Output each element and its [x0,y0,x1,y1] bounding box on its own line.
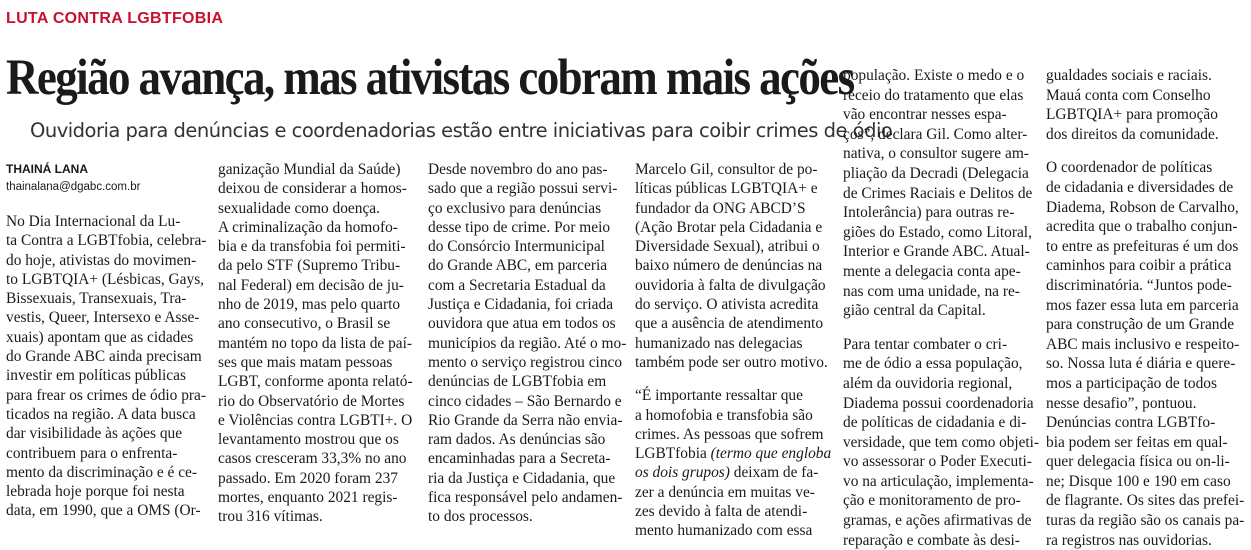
text-fragment: deixam de fa- [729,464,819,482]
paragraph [1046,413,1244,550]
paragraph [635,160,835,372]
text-line: para frear os crimes de ódio pra- [6,386,206,404]
text-line: receio do tratamento que elas [843,86,1024,104]
text-line: baixo número de denúncias na [635,257,823,275]
text-line: sado que a região possui servi- [428,180,618,198]
text-line: do Consórcio Intermunicipal [428,238,605,256]
text-line: discriminatória. “Juntos pode- [1046,276,1232,294]
headline: Região avança, mas ativistas cobram mais ações [6,49,854,106]
text-line: nas com uma unidade, na re- [843,282,1020,300]
text-line: to entre as prefeituras é um dos [1046,237,1239,255]
text-line: mos a participação de todos [1046,374,1217,392]
paragraph [218,160,418,218]
text-line: giões do Estado, como Litoral, [843,223,1032,241]
text-line: ria da Justiça e Cidadania, que [428,469,616,487]
text-line: vão encontrar nesses espa- [843,106,1007,124]
text-line: to dos processos. [428,508,533,526]
text-line: investir em políticas públicas [6,367,186,385]
text-line: vestis, Queer, Intersexo e Asse- [6,309,200,327]
text-line: ços”, declara Gil. Como alter- [843,125,1028,143]
text-line: reparação e combate às desi- [843,531,1020,549]
text-line: mento o serviço registrou cinco [428,353,623,371]
text-line: rio do Observatório de Mortes [218,392,405,410]
article-column-4 [635,160,835,541]
text-line: gramas, e ações afirmativas de [843,512,1032,530]
text-line: da pelo STF (Supremo Tribu- [218,257,401,275]
text-line: acredita que o trabalho conjun- [1046,218,1238,236]
text-line: Diadema possui coordenadoria [843,394,1034,412]
text-line: nal Federal) em decisão de ju- [218,276,404,294]
text-line: versidade, que tem como objeti- [843,433,1039,451]
text-line: trou 316 vítimas. [218,508,323,526]
article-column-3 [428,160,628,527]
text-line: além da ouvidoria regional, [843,374,1013,392]
paragraph [635,386,835,540]
text-line: Diversidade Sexual), atribui o [635,238,820,256]
text-line: data, em 1990, que a OMS (Or- [6,502,201,520]
text-line: ta Contra a LGBTfobia, celebra- [6,232,207,250]
text-line: de políticas de cidadania e di- [843,414,1027,432]
text-line: ne; Disque 100 e 190 em caso [1046,472,1231,490]
text-line: dar visibilidade às ações que [6,425,183,443]
text-line: crimes. As pessoas que sofrem [635,425,824,443]
text-line: municípios da região. Até o mo- [428,334,627,352]
text-line: turas da região são os canais pa- [1046,512,1245,530]
text-line: O coordenador de políticas [1046,159,1213,177]
text-line: Denúncias contra LGBTfo- [1046,414,1216,432]
text-line: de cidadania e diversidades de [1046,178,1234,196]
text-line: mortes, enquanto 2021 regis- [218,489,398,507]
text-line: nho de 2019, mas pelo quarto [218,296,401,314]
text-line: fundador da ONG ABCD’S [635,199,806,217]
text-line: zer a denúncia em muitas ve- [635,483,815,501]
text-line: deixou de considerar a homos- [218,180,407,198]
text-line: cinco cidades – São Bernardo e [428,392,622,410]
text-line: de Crimes Raciais e Delitos de [843,184,1033,202]
text-line: levantamento mostrou que os [218,431,399,449]
text-line: xuais) apontam que as cidades [6,328,194,346]
text-line: ço exclusivo para denúncias [428,199,602,217]
text-line: contribuem para o enfrenta- [6,444,178,462]
paragraph [218,218,418,527]
paragraph-gap [1046,144,1244,158]
text-line: “É importante ressaltar que [635,387,803,405]
text-line: nativa, o consultor sugere am- [843,145,1029,163]
text-line: ouvidoria à falta de divulgação [635,276,826,294]
text-line: ouvidora que atua em todos os [428,315,616,333]
text-line: ganização Mundial da Saúde) [218,161,401,178]
text-line: Desde novembro do ano pas- [428,161,608,178]
text-line: pliação da Decradi (Delegacia [843,164,1029,182]
text-line [635,463,835,482]
text-line: de flagrante. Os sites das prefei- [1046,492,1245,510]
text-line: fica responsável pelo andamen- [428,489,623,507]
text-line: vo assessorar o Poder Executi- [843,453,1032,471]
text-line: do hoje, ativistas do movimen- [6,251,197,269]
section-kicker: LUTA CONTRA LGBTFOBIA [6,10,224,27]
author-name: THAINÁ LANA [6,162,88,176]
text-line: do serviço. O ativista acredita [635,296,819,314]
article-column-2 [218,160,418,527]
text-line: gualdades sociais e raciais. [1046,67,1212,84]
quote-lines [635,386,835,444]
paragraph [843,335,1039,550]
text-line: do Grande ABC ainda precisam [6,348,202,366]
text-line: desse tipo de crime. Por meio [428,218,611,236]
text-line: me de ódio a essa população, [843,355,1023,373]
paragraph-gap [635,372,835,386]
text-line: mente a delegacia conta ape- [843,262,1021,280]
text-line: mantém no topo da lista de paí- [218,334,413,352]
text-line: so. Nossa luta é diária e quere- [1046,355,1236,373]
text-line: LGBTQIA+ para promoção [1046,106,1218,124]
text-line: líticas públicas LGBTQIA+ e [635,180,818,198]
text-line: Bissexuais, Transexuais, Tra- [6,290,187,308]
text-line: Para tentar combater o cri- [843,335,1008,353]
text-line: passado. Em 2020 foram 237 [218,469,398,487]
text-line: Justiça e Cidadania, foi criada [428,296,614,314]
text-line: A criminalização da homofo- [218,218,398,236]
text-line: ABC mais inclusivo e respeito- [1046,335,1240,353]
text-line: também pode ser outro motivo. [635,353,828,371]
article-column-6 [1046,66,1244,550]
text-line: mento humanizado com essa [635,522,813,540]
text-line: humanizado nas delegacias [635,334,803,352]
text-line: lebrada hoje porque foi nesta [6,483,185,501]
text-line: ano consecutivo, o Brasil se [218,315,391,333]
subheadline: Ouvidoria para denúncias e coordenadorias estão entre iniciativas para coibir crimes de ódio [30,119,893,142]
text-line: mento da discriminação e é ce- [6,463,198,481]
text-line: ticados na região. A data busca [6,405,196,423]
text-fragment: LGBTfobia [635,445,711,463]
italic-aside: os dois grupos) [635,464,730,482]
text-line: ra registros nas ouvidorias. [1046,531,1212,549]
text-line: população. Existe o medo e o [843,67,1025,84]
text-line: bia e da transfobia foi permiti- [218,238,406,256]
text-line: mos fazer essa luta em parceria [1046,296,1239,314]
text-line: ção e monitoramento de pro- [843,492,1021,510]
paragraph [1046,158,1244,413]
text-line: (Ação Brotar pela Cidadania e [635,218,823,236]
text-line: ram dados. As denúncias são [428,431,606,449]
text-line: quer delegacia física ou on-li- [1046,453,1230,471]
text-line: vo na articulação, implementa- [843,472,1034,490]
text-line: bia podem ser feitas em qual- [1046,433,1228,451]
text-line: para construção de um Grande [1046,316,1235,334]
text-line: LGBT, conforme aponta relató- [218,373,413,391]
text-line: Mauá conta com Conselho [1046,86,1211,104]
text-line: to LGBTQIA+ (Lésbicas, Gays, [6,270,205,288]
text-line: Marcelo Gil, consultor de po- [635,161,818,178]
text-line: dos direitos da comunidade. [1046,125,1219,143]
text-line: do Grande ABC, em parceria [428,257,608,275]
text-line [635,444,835,463]
text-line: denúncias de LGBTfobia em [428,373,607,391]
paragraph-gap [843,321,1039,335]
text-line: No Dia Internacional da Lu- [6,213,181,230]
text-line: zes devido à falta de atendi- [635,503,808,521]
text-line: gião central da Capital. [843,302,986,320]
article-column-5 [843,66,1039,550]
text-line: ses que mais matam pessoas [218,353,393,371]
text-line: a homofobia e transfobia são [635,406,813,424]
text-line: que a ausência de atendimento [635,315,824,333]
text-line: Intolerância) para outras re- [843,204,1015,222]
paragraph [1046,66,1244,144]
quote-lines [635,483,835,541]
italic-aside: (termo que engloba [710,445,832,463]
text-line: sexualidade como doença. [218,199,380,217]
text-line: e Violências contra LGBTI+. O [218,411,413,429]
paragraph [843,66,1039,321]
text-line: Diadema, Robson de Carvalho, [1046,198,1239,216]
author-email: thainalana@dgabc.com.br [6,181,141,193]
article-column-1 [6,212,206,521]
text-line: casos cresceram 33,3% no ano [218,450,407,468]
text-line: nesse desafio”, pontuou. [1046,394,1197,412]
text-line: Rio Grande da Serra não envia- [428,411,623,429]
text-line: caminhos para coibir a prática [1046,257,1232,275]
text-line: Interior e Grande ABC. Atual- [843,243,1030,261]
text-line: com a Secretaria Estadual da [428,276,606,294]
text-line: encaminhadas para a Secreta- [428,450,611,468]
